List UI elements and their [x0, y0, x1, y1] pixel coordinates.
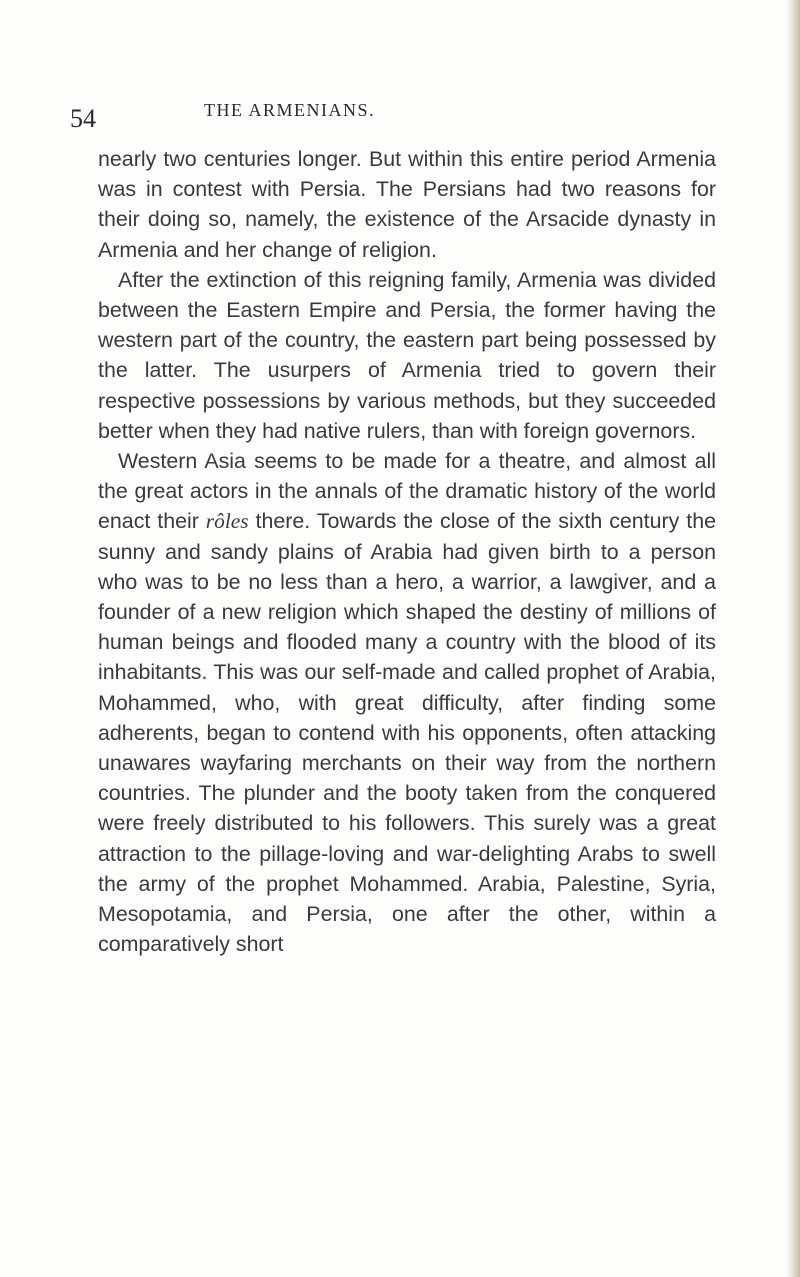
paragraph-3	[98, 446, 716, 959]
page-edge-shadow	[786, 0, 800, 1277]
running-head: THE ARMENIANS.	[204, 100, 376, 120]
paragraph-2: After the extinction of this reigning family, Armenia was divided between the Eastern Empire and Persia, the former having the western part of the country, the eastern part being possessed by the latter. The usurpers of Armenia tried to govern their respective possessions by various methods, but they succeeded better when they had native rulers, than with foreign governors.	[98, 267, 716, 443]
paragraph-1: nearly two centuries longer. But within this entire period Armenia was in contest with Persia. The Persians had two reasons for their doing so, namely, the existence of the Arsacide dynasty in Armenia and her change of religion.	[98, 147, 716, 262]
paragraph-3-part-2: there. Towards the close of the sixth century the sunny and sandy plains of Arabia had given birth to a person who was to be no less than a hero, a warrior, a lawgiver, and a founder of a new religion which shaped the destiny of millions of human beings and flooded many a country with the blood of its inhabitants. This was our self-made and called prophet of Arabia, Mohammed, who, with great difficulty, after finding some adherents, began to contend with his opponents, often attacking unawares wayfaring merchants on their way from the northern countries. The plunder and the booty taken from the conquered were freely distributed to his followers. This surely was a great attraction to the pillage-loving and war-delighting Arabs to swell the army of the prophet Mohammed. Arabia, Palestine, Syria, Mesopotamia, and Persia, one after the other, within a comparatively short	[98, 509, 717, 957]
paragraph-3-part-1: Western Asia seems to be made for a theatre, and almost all the great actors in the annals of the dramatic history of the world enact their	[98, 449, 716, 534]
page-number: 54	[70, 104, 96, 133]
body-text	[98, 144, 716, 959]
italic-roles: rôles	[205, 509, 249, 534]
page-header	[70, 98, 720, 138]
